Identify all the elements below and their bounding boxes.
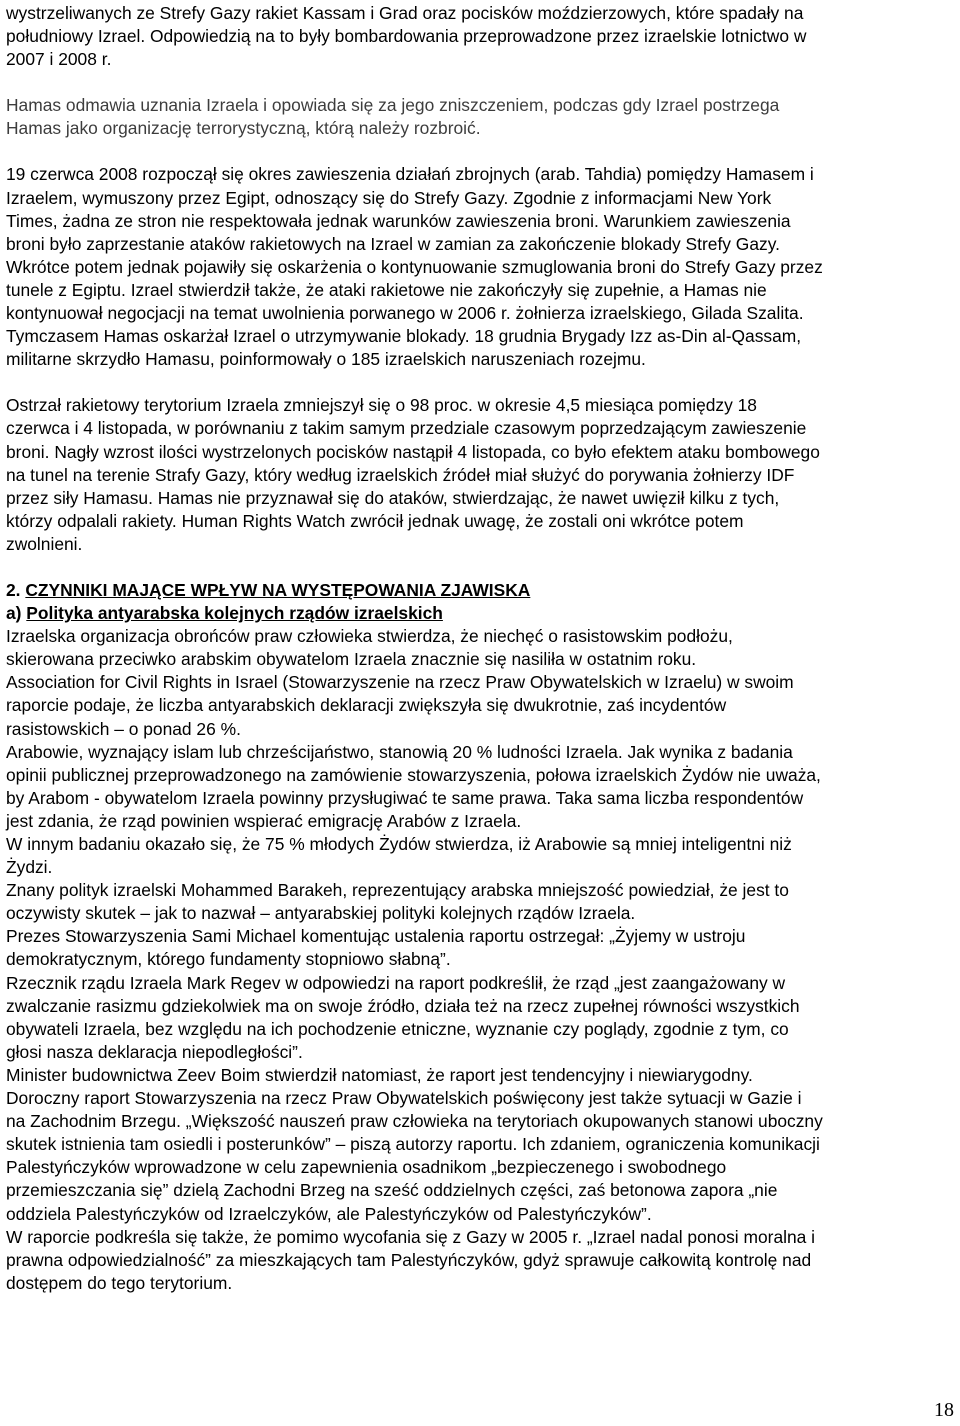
text-line: obywateli Izraela, bez względu na ich pochodzenie etniczne, wyznanie czy poglądy, zgodnie z tym, co	[6, 1018, 789, 1039]
subsection-title: Polityka antyarabska kolejnych rządów izraelskich	[26, 603, 443, 624]
text-line: Hamas odmawia uznania Izraela i opowiada się za jego zniszczeniem, podczas gdy Izrael postrzega	[6, 95, 780, 116]
text-line: przez siły Hamasu. Hamas nie przyznawał się do ataków, stwierdzając, że nawet uwięził kilku z tych,	[6, 487, 780, 508]
text-line: wystrzeliwanych ze Strefy Gazy rakiet Kassam i Grad oraz pocisków moździerzowych, które spadały na	[6, 3, 804, 23]
paragraph-rocket-fire-reduction	[6, 394, 958, 556]
text-line: na tunel na terenie Strafy Gazy, który według izraelskich źródeł miał służyć do porywania żołnierzy IDF	[6, 464, 795, 485]
text-line: opinii publicznej przeprowadzonego na zamówienie stowarzyszenia, połowa izraelskich Żydów nie uważa,	[6, 764, 821, 785]
text-line: demokratycznym, którego fundamenty stopniowo słabną”.	[6, 949, 451, 970]
text-line: Doroczny raport Stowarzyszenia na rzecz Praw Obywatelskich poświęcony jest także sytuacji w Gazie i	[6, 1088, 802, 1109]
text-line: dostępem do tego terytorium.	[6, 1272, 233, 1293]
text-line: Palestyńczyków wprowadzone w celu zapewnienia osadnikom „bezpieczenego i swobodnego	[6, 1157, 727, 1178]
text-line: Association for Civil Rights in Israel (Stowarzyszenie na rzecz Praw Obywatelskich w Izraelu) w swoim	[6, 672, 794, 693]
paragraph-rocket-attacks	[6, 2, 958, 71]
text-line: W raporcie podkreśla się także, że pomimo wycofania się z Gazy w 2005 r. „Izrael nadal ponosi moralna i	[6, 1226, 816, 1247]
section-heading	[6, 579, 958, 602]
text-line: Tymczasem Hamas oskarżał Izrael o utrzymywanie blokady. 18 grudnia Brygady Izz as-Din al-Qassam,	[6, 326, 802, 347]
page-number: 18	[934, 1399, 954, 1421]
text-line: raporcie podaje, że liczba antyarabskich deklaracji zwiększyła się dwukrotnie, zaś incydentów	[6, 695, 727, 716]
text-line: Żydzi.	[6, 857, 53, 878]
text-line: Znany polityk izraelski Mohammed Barakeh, reprezentujący arabska mniejszość powiedział, że jest to	[6, 880, 789, 901]
subsection-prefix: a)	[6, 603, 27, 624]
text-line: głosi nasza deklaracja niepodległości”.	[6, 1041, 303, 1062]
document-page	[6, 0, 958, 1295]
text-line: czerwca i 4 listopada, w porównaniu z takim samym przedziale czasowym poprzedzającym zawieszenie	[6, 418, 807, 439]
text-line: zwalczanie rasizmu gdziekolwiek ma on swoje źródło, działa też na rzecz zupełnej równości wszystkich	[6, 995, 800, 1016]
text-line: 2007 i 2008 r.	[6, 49, 112, 70]
text-line: zwolnieni.	[6, 533, 83, 554]
text-line: Izraelem, wymuszony przez Egipt, odnoszący się do Strefy Gazy. Zgodnie z informacjami New York	[6, 187, 772, 208]
text-line: rasistowskich – o ponad 26 %.	[6, 718, 241, 739]
text-line: kontynuował negocjacji na temat uwolnienia porwanego w 2006 r. żołnierza izraelskiego, Gilada Szalita.	[6, 303, 804, 324]
section-number: 2.	[6, 579, 21, 600]
text-line: oddziela Palestyńczyków od Izraelczyków, ale Palestyńczyków od Palestyńczyków”.	[6, 1203, 652, 1224]
text-line: Hamas jako organizację terrorystyczną, którą należy rozbroić.	[6, 118, 481, 139]
text-line: tunele z Egiptu. Izrael stwierdził także, że ataki rakietowe nie zakończyły się zupełnie, a Hamas nie	[6, 279, 767, 300]
section-title: CZYNNIKI MAJĄCE WPŁYW NA WYSTĘPOWANIA ZJAWISKA	[25, 579, 531, 600]
text-line: prawna odpowiedzialność” za mieszkających tam Palestyńczyków, gdyż sprawuje całkowitą kontrolę nad	[6, 1249, 812, 1270]
subsection-heading	[6, 602, 958, 625]
text-line: Arabowie, wyznający islam lub chrześcijaństwo, stanowią 20 % ludności Izraela. Jak wynika z badania	[6, 741, 793, 762]
text-line: Ostrzał rakietowy terytorium Izraela zmniejszył się o 98 proc. w okresie 4,5 miesiąca pomiędzy 18	[6, 395, 757, 416]
text-line: przemieszczania się” dzielą Zachodni Brzeg na sześć oddzielnych części, zaś betonowa zapora „nie	[6, 1180, 778, 1201]
text-line: którzy odpalali rakiety. Human Rights Watch zwrócił jednak uwagę, że zostali oni wkrótce potem	[6, 510, 744, 531]
paragraph-ceasefire	[6, 163, 958, 371]
text-line: oczywisty skutek – jak to nazwał – antyarabskiej polityki kolejnych rządów Izraela.	[6, 903, 636, 924]
text-line: Izraelska organizacja obrońców praw człowieka stwierdza, że niechęć o rasistowskim podłożu,	[6, 626, 733, 647]
text-line: W innym badaniu okazało się, że 75 % młodych Żydów stwierdza, iż Arabowie są mniej inteligentni niż	[6, 834, 792, 854]
text-line: broni było zaprzestanie ataków rakietowych na Izrael w zamian za zakończenie blokady Strefy Gazy.	[6, 233, 780, 254]
text-line: 19 czerwca 2008 rozpoczął się okres zawieszenia działań zbrojnych (arab. Tahdia) pomiędzy Hamasem i	[6, 164, 814, 185]
text-line: broni. Nagły wzrost ilości wystrzelonych pocisków nastąpił 4 listopada, co było efektem ataku bombowego	[6, 441, 820, 462]
text-line: Minister budownictwa Zeev Boim stwierdził natomiast, że raport jest tendencyjny i niewiarygodny.	[6, 1064, 753, 1085]
text-line: południowy Izrael. Odpowiedzią na to były bombardowania przeprowadzone przez izraelskie lotnictwo w	[6, 26, 807, 47]
text-line: Rzecznik rządu Izraela Mark Regev w odpowiedzi na raport podkreślił, że rząd „jest zaangażowany w	[6, 972, 786, 993]
text-line: skierowana przeciwko arabskim obywatelom Izraela znacznie się nasiliła w ostatnim roku.	[6, 649, 697, 670]
paragraph-hamas-position	[6, 94, 958, 140]
text-line: Times, żadna ze stron nie respektowała jednak warunków zawieszenia broni. Warunkiem zawieszenia	[6, 210, 791, 231]
text-line: skutek istnienia tam osiedli i posterunków” – piszą autorzy raportu. Ich zdaniem, ograniczenia komunikacji	[6, 1134, 820, 1155]
text-line: na Zachodnim Brzegu. „Większość nauszeń praw człowieka na terytoriach okupowanych stanowi uboczny	[6, 1111, 823, 1132]
text-line: jest zdania, że rząd powinien wspierać emigrację Arabów z Izraela.	[6, 810, 522, 831]
text-line: Wkrótce potem jednak pojawiły się oskarżenia o kontynuowanie szmuglowania broni do Strefy Gazy przez	[6, 256, 823, 277]
text-line: Prezes Stowarzyszenia Sami Michael komentując ustalenia raportu ostrzegał: „Żyjemy w ustroju	[6, 926, 746, 947]
text-line: by Arabom - obywatelom Izraela powinny przysługiwać te same prawa. Taka sama liczba respondentów	[6, 787, 804, 808]
text-line: militarne skrzydło Hamasu, poinformowały o 185 izraelskich naruszeniach rozejmu.	[6, 349, 646, 370]
section-body	[6, 625, 958, 1295]
